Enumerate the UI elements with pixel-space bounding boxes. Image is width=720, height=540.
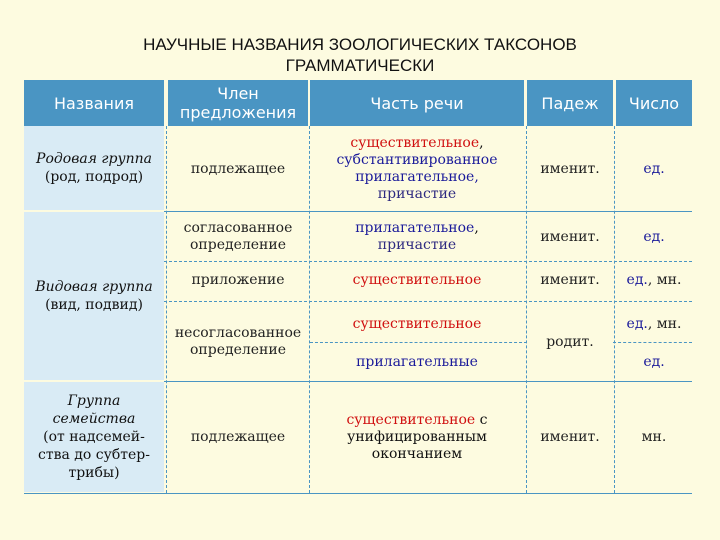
label-family-line-1: Группа [67, 393, 121, 409]
header-pos-label: Часть речи [370, 93, 464, 113]
genus-pos-noun: существительное [350, 135, 480, 151]
family-number-text: мн. [641, 428, 667, 445]
species-r1-number [616, 213, 692, 261]
family-pos-noun: существительное [346, 411, 476, 428]
species-r3-number-b [616, 343, 692, 381]
genus-member [168, 126, 308, 212]
species-r3-number-a [616, 302, 692, 342]
species-r3-number-sg: ед. [626, 316, 648, 332]
species-r1-member-line-2: определение [189, 237, 287, 253]
species-r3-number-a-text [627, 316, 682, 333]
family-case [527, 382, 613, 492]
family-pos-with: с [475, 411, 488, 428]
genus-pos-line-4: причастие [377, 186, 457, 202]
family-number [616, 382, 692, 492]
species-r1-pos-comma: , [474, 220, 479, 236]
species-r1-number-text: ед. [643, 228, 665, 245]
family-pos [310, 382, 524, 492]
species-r3-case [527, 302, 613, 382]
title-line-1: НАУЧНЫЕ НАЗВАНИЯ ЗООЛОГИЧЕСКИХ ТАКСОНОВ [143, 35, 577, 54]
species-r3-pos-noun [310, 302, 524, 342]
species-r2-case [527, 262, 613, 302]
genus-pos-comma: , [479, 135, 484, 151]
divider-table-bottom [24, 493, 692, 494]
species-r2-member [168, 262, 308, 302]
header-member [168, 80, 308, 126]
family-pos-line-1 [346, 412, 487, 429]
species-r1-pos-adj: прилагательное [355, 220, 475, 236]
label-genus-line-1: Родовая группа [36, 151, 152, 167]
species-r2-number-pl: , мн. [647, 272, 682, 288]
genus-case [527, 126, 613, 212]
species-r2-number-text [627, 272, 682, 289]
family-member-text: подлежащее [190, 428, 286, 445]
genus-case-text: именит. [540, 160, 600, 177]
label-species-group [24, 212, 164, 380]
genus-number [616, 126, 692, 212]
species-r1-case [527, 213, 613, 261]
species-r1-member-line-1: согласованное [183, 220, 293, 236]
species-r2-pos [310, 262, 524, 302]
species-r3-pos-adj [310, 343, 524, 381]
species-r1-pos-line-2: причастие [377, 237, 457, 253]
species-r3-case-text: родит. [546, 333, 594, 350]
label-genus-group [24, 126, 164, 210]
header-number-label: Число [628, 93, 680, 113]
genus-pos-line-1 [350, 135, 483, 152]
species-r2-number-sg: ед. [626, 272, 648, 288]
header-member-line-2: предложения [179, 103, 297, 122]
species-r3-member-line-2: определение [189, 342, 287, 358]
label-family-group [24, 382, 164, 492]
species-r2-pos-text: существительное [352, 272, 482, 288]
family-case-text: именит. [540, 428, 600, 445]
species-r2-number [616, 262, 692, 302]
species-r3-pos-noun-text: существительное [352, 316, 482, 332]
label-family-line-4: ства до субтер- [38, 447, 150, 463]
label-family-line-2: семейства [52, 411, 136, 427]
header-number [616, 80, 692, 126]
species-r3-pos-adj-text: прилагательные [356, 353, 478, 370]
divider-col-member [166, 126, 167, 493]
genus-pos [310, 126, 524, 212]
species-r3-member-line-1: несогласованное [174, 325, 302, 341]
genus-member-text: подлежащее [190, 160, 286, 177]
label-genus-line-2: (род, подрод) [44, 169, 144, 185]
title-line-2: ГРАММАТИЧЕСКИ [285, 56, 435, 75]
species-r2-member-text: приложение [191, 272, 285, 288]
species-r2-case-text: именит. [540, 272, 600, 288]
family-pos-line-2: унифицированным [347, 428, 487, 445]
header-case-label: Падеж [541, 93, 599, 113]
genus-pos-line-3: прилагательное, [355, 169, 479, 185]
header-case [527, 80, 613, 126]
label-family-line-5: трибы) [68, 465, 120, 481]
divider-col-number [614, 126, 615, 493]
genus-pos-line-2: субстантивированное [336, 152, 498, 168]
family-pos-line-3: окончанием [371, 445, 463, 462]
species-r1-pos-line-1 [355, 220, 479, 237]
family-member [168, 382, 308, 492]
label-species-line-2: (вид, подвид) [45, 297, 143, 313]
species-r1-member [168, 213, 308, 261]
label-species-line-1: Видовая группа [35, 279, 153, 295]
header-names-label: Названия [53, 93, 135, 113]
species-r1-pos [310, 213, 524, 261]
label-family-line-3: (от надсемей- [43, 429, 145, 445]
species-r3-member [168, 302, 308, 382]
species-r1-case-text: именит. [540, 228, 600, 245]
header-names [24, 80, 164, 126]
genus-number-text: ед. [643, 160, 665, 177]
header-part-of-speech [310, 80, 524, 126]
species-r3-number-pl: , мн. [647, 316, 682, 332]
species-r3-number-b-text: ед. [643, 353, 665, 370]
header-member-line-1: Член [217, 84, 259, 103]
